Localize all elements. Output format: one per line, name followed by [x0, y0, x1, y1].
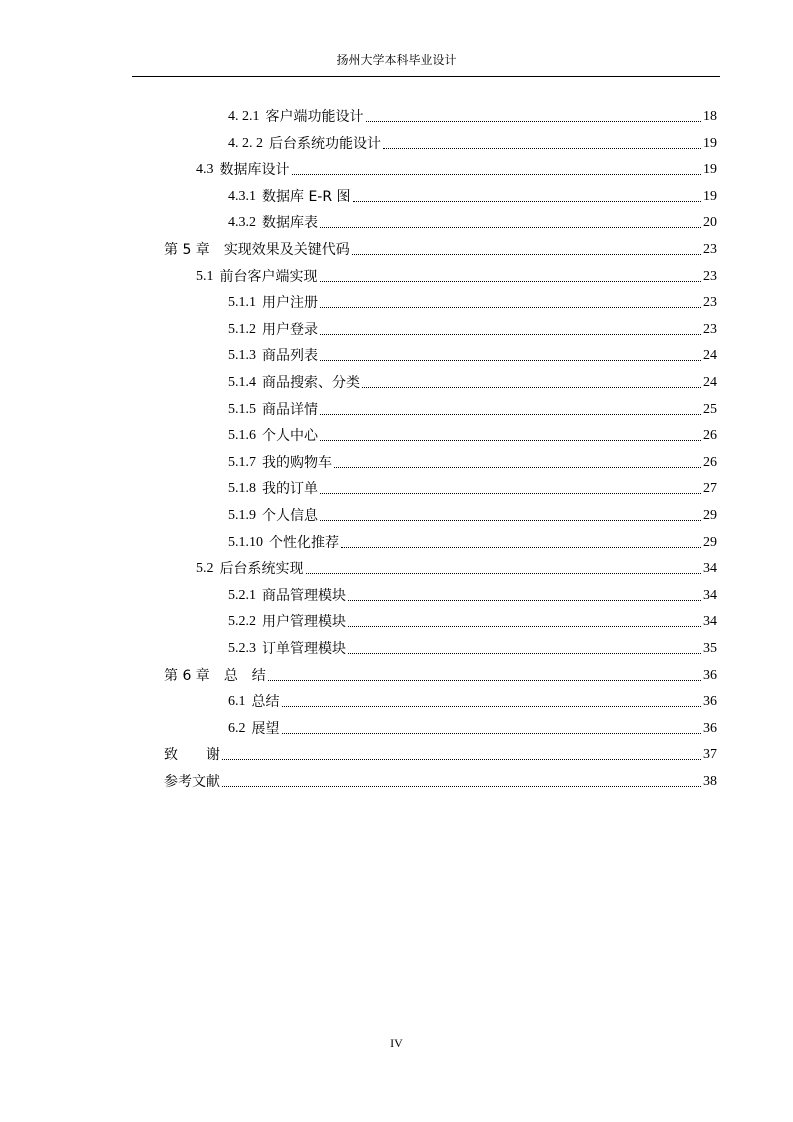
toc-entry-page: 34: [703, 587, 717, 603]
toc-entry-title: 展望: [251, 720, 280, 737]
toc-entry-page: 29: [703, 534, 717, 550]
toc-dot-leader: [352, 254, 701, 255]
toc-entry-title: 我的购物车: [262, 454, 332, 471]
toc-entry-title: 个人中心: [262, 428, 318, 445]
toc-dot-leader: [292, 174, 702, 175]
toc-entry-title: 致 谢: [164, 747, 220, 764]
toc-entry[interactable]: [228, 127, 717, 153]
running-header: 扬州大学本科毕业设计: [336, 53, 457, 67]
toc-entry-title: 数据库 E-R 图: [262, 188, 351, 205]
toc-entry-title: 我的订单: [262, 481, 318, 498]
toc-entry-title: 前台客户端实现: [219, 268, 318, 285]
toc-entry-number: 5.1.6: [228, 428, 256, 444]
toc-entry-page: 26: [703, 428, 717, 444]
toc-entry-number: 4.3.2: [228, 215, 256, 231]
toc-entry-page: 25: [703, 401, 717, 417]
toc-dot-leader: [348, 653, 701, 654]
toc-entry-number: 5.1.3: [228, 348, 256, 364]
toc-dot-leader: [282, 733, 702, 734]
toc-entry-number: 5.1.7: [228, 454, 256, 470]
toc-dot-leader: [282, 706, 702, 707]
toc-entry-title: 商品详情: [262, 401, 318, 418]
toc-dot-leader: [320, 307, 701, 308]
toc-entry-title: 商品搜索、分类: [262, 375, 360, 391]
toc-entry-title: 用户管理模块: [262, 614, 346, 631]
toc-entry-page: 34: [703, 561, 717, 577]
toc-dot-leader: [383, 148, 701, 149]
toc-entry-page: 23: [703, 295, 717, 311]
toc-dot-leader: [353, 201, 701, 202]
toc-dot-leader: [222, 786, 701, 787]
toc-dot-leader: [320, 440, 701, 441]
toc-entry[interactable]: [228, 446, 717, 472]
toc-entry-page: 23: [703, 242, 717, 257]
toc-entry-page: 34: [703, 614, 717, 630]
toc-entry-page: 20: [703, 215, 717, 231]
toc-dot-leader: [222, 759, 701, 760]
toc-entry-title: 数据库表: [262, 215, 318, 232]
toc-entry[interactable]: [164, 659, 717, 685]
toc-entry-number: 6.1: [228, 694, 246, 710]
toc-entry-title: 个性化推荐: [269, 534, 339, 551]
toc-entry-page: 19: [703, 135, 717, 151]
toc-entry-number: 5.1: [196, 268, 214, 284]
toc-entry-page: 29: [703, 508, 717, 523]
toc-entry-number: 4.3: [196, 162, 214, 178]
toc-dot-leader: [320, 281, 702, 282]
toc-entry-number: 5.1.9: [228, 508, 256, 523]
toc-entry[interactable]: [228, 419, 717, 445]
toc-entry[interactable]: [164, 765, 717, 791]
toc-entry-number: 5.1.5: [228, 401, 256, 417]
toc-entry[interactable]: [196, 153, 717, 179]
toc-entry[interactable]: [228, 366, 717, 392]
toc-entry-page: 36: [703, 667, 717, 683]
toc-entry-page: 36: [703, 720, 717, 736]
toc-entry[interactable]: [164, 233, 717, 259]
toc-entry[interactable]: [228, 685, 717, 711]
toc-dot-leader: [320, 227, 701, 228]
toc-entry-number: 第 6 章: [164, 667, 210, 684]
toc-entry-number: 4.3.1: [228, 188, 256, 204]
toc-entry-title: 后台系统功能设计: [269, 135, 381, 152]
toc-entry[interactable]: [228, 286, 717, 312]
toc-entry-number: 5.1.1: [228, 295, 256, 311]
toc-entry[interactable]: [228, 605, 717, 631]
toc-entry[interactable]: [228, 206, 717, 232]
toc-entry-page: 36: [703, 694, 717, 710]
toc-entry-title: 用户登录: [262, 321, 318, 338]
toc-entry[interactable]: [228, 526, 717, 552]
toc-dot-leader: [320, 334, 701, 335]
toc-dot-leader: [362, 387, 701, 388]
toc-entry-number: 5.2.3: [228, 641, 256, 656]
toc-entry-page: 24: [703, 375, 717, 390]
toc-dot-leader: [320, 520, 701, 521]
toc-entry-page: 23: [703, 268, 717, 284]
toc-entry[interactable]: [228, 472, 717, 498]
toc-entry-title: 参考文献: [164, 774, 220, 790]
toc-entry-page: 19: [703, 162, 717, 178]
toc-entry[interactable]: [196, 552, 717, 578]
toc-entry-number: 5.1.10: [228, 534, 263, 550]
toc-entry-number: 4. 2.1: [228, 109, 260, 124]
toc-entry-page: 38: [703, 774, 717, 789]
toc-entry-page: 27: [703, 481, 717, 497]
toc-entry[interactable]: [164, 738, 717, 764]
toc-entry-page: 35: [703, 641, 717, 656]
toc-entry-number: 6.2: [228, 720, 246, 736]
toc-entry-title: 商品列表: [262, 348, 318, 365]
toc-entry-number: 第 5 章: [164, 242, 210, 258]
toc-entry-number: 5.1.2: [228, 321, 256, 337]
page-number: IV: [390, 1036, 403, 1050]
toc-entry[interactable]: [228, 499, 717, 525]
header-rule: [132, 76, 720, 77]
toc-entry-title: 商品管理模块: [262, 587, 346, 604]
toc-entry-title: 总结: [251, 694, 280, 711]
toc-entry[interactable]: [228, 180, 717, 206]
toc-entry-number: 5.2: [196, 561, 214, 577]
toc-entry[interactable]: [228, 100, 717, 126]
toc-entry[interactable]: [228, 313, 717, 339]
toc-dot-leader: [320, 414, 701, 415]
toc-entry[interactable]: [228, 632, 717, 658]
toc-entry[interactable]: [196, 260, 717, 286]
toc-entry-title: 个人信息: [262, 508, 318, 524]
toc-entry-page: 24: [703, 348, 717, 364]
toc-entry-title: 用户注册: [262, 295, 318, 312]
toc-entry[interactable]: [228, 712, 717, 738]
toc-entry-number: 5.2.2: [228, 614, 256, 630]
toc-entry-title: 实现效果及关键代码: [223, 242, 350, 258]
toc-entry-title: 数据库设计: [219, 162, 290, 179]
toc-entry[interactable]: [228, 339, 717, 365]
toc-dot-leader: [320, 360, 701, 361]
toc-dot-leader: [268, 680, 701, 681]
toc-dot-leader: [348, 600, 701, 601]
toc-entry-title: 客户端功能设计: [265, 109, 364, 125]
toc-entry-title: 后台系统实现: [219, 561, 304, 578]
toc-entry-page: 19: [703, 188, 717, 204]
toc-entry[interactable]: [228, 579, 717, 605]
toc-entry-number: 4. 2. 2: [228, 135, 263, 151]
toc-dot-leader: [320, 493, 701, 494]
toc-entry-number: 5.1.4: [228, 375, 256, 390]
toc-dot-leader: [334, 467, 701, 468]
toc-dot-leader: [341, 547, 701, 548]
toc-entry-number: 5.1.8: [228, 481, 256, 497]
toc-entry-page: 18: [703, 109, 717, 124]
toc-entry-title: 订单管理模块: [262, 641, 346, 657]
toc-entry[interactable]: [228, 393, 717, 419]
toc-entry-page: 37: [703, 747, 717, 763]
toc-dot-leader: [366, 121, 702, 122]
toc-entry-number: 5.2.1: [228, 587, 256, 603]
toc-dot-leader: [348, 626, 701, 627]
toc-entry-page: 26: [703, 454, 717, 470]
toc-dot-leader: [306, 573, 702, 574]
toc-entry-page: 23: [703, 321, 717, 337]
toc-entry-title: 总 结: [223, 667, 266, 684]
